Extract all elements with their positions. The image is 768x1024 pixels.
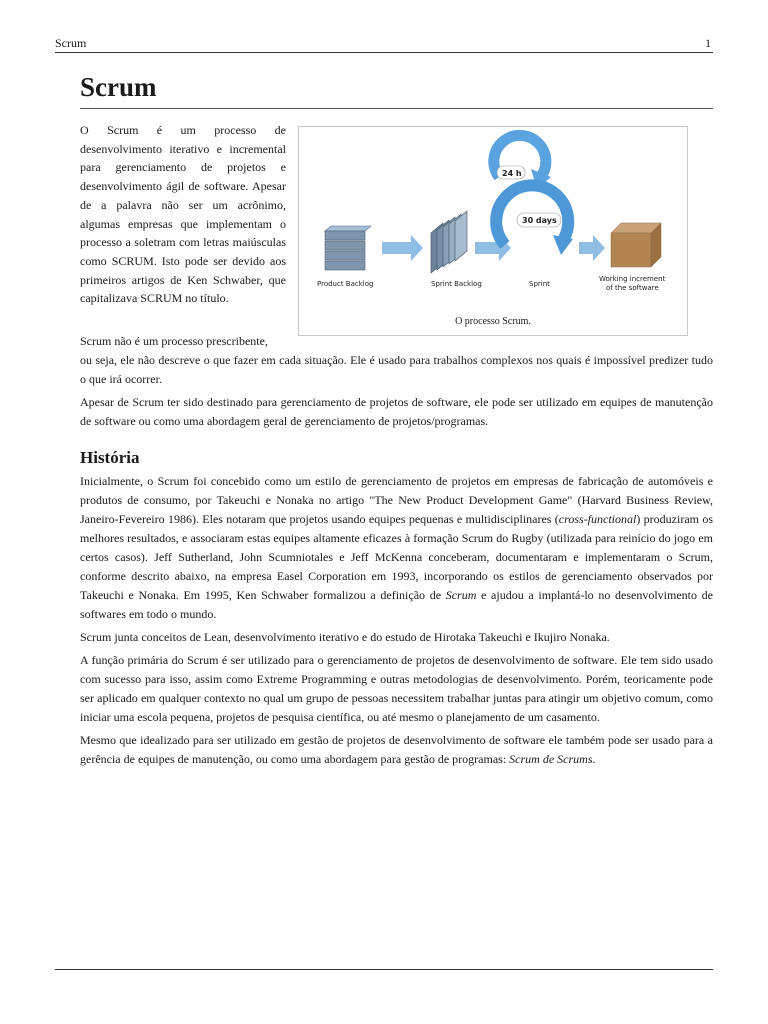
history-paragraph-4: Mesmo que idealizado para ser utilizado em gestão de projetos de desenvolvimento de software ele também pode ser usado para a gerência de equipes de manutenção, ou como uma abordagem para gestão de programas: Scrum de Scrums. (80, 733, 713, 766)
intro-column (80, 121, 286, 308)
history-section (80, 448, 713, 773)
label-24h: 24 h (502, 169, 522, 178)
scrum-diagram (299, 127, 687, 335)
label-of-the-software: of the software (606, 284, 659, 292)
history-paragraph-2: Scrum junta conceitos de Lean, desenvolvimento iterativo e do estudo de Hirotaka Takeuchi e Ikujiro Nonaka. (80, 630, 610, 644)
label-working-increment: Working increment (599, 275, 666, 283)
label-sprint-backlog: Sprint Backlog (431, 280, 482, 288)
intro-paragraph: O Scrum é um processo de desenvolvimento iterativo e incremental para gerenciamento de projetos e desenvolvimento ágil de software. Apesar de a palavra não ser um acrônimo, algumas empresas que implementam o processo a soletram com letras maiúsculas como SCRUM. Isto pode ser devido aos primeiros artigos de Ken Schwaber, que capitalizava SCRUM no título. (80, 123, 286, 306)
label-30-days: 30 days (522, 216, 557, 225)
page-title: Scrum (80, 72, 713, 109)
footer-rule (55, 969, 713, 970)
history-paragraph-1: Inicialmente, o Scrum foi concebido como um estilo de gerenciamento de projetos em empresas de fabricação de automóveis e produtos de consumo, por Takeuchi e Nonaka no artigo "The New Product Development Game" (Harvard Business Review, Janeiro-Fevereiro 1986). Eles notaram que projetos usando equipes pequenas e multidisciplinares (cross-functional) produziram os melhores resultados, e associaram estas equipes altamente eficazes à formação Scrum do Rugby (utilizada para reinício do jogo em certos casos). Jeff Sutherland, John Scumniotales e Jeff McKenna conceberam, documentaram e implementaram o Scrum, conforme descrito abaixo, na empresa Easel Corporation em 1993, incorporando os estilos de gerenciamento observados por Takeuchi e Nonaka. Em 1995, Ken Schwaber formalizou a definição de Scrum e ajudou a implantá-lo no desenvolvimento de softwares em todo o mundo. (80, 474, 713, 621)
arrow-1 (382, 235, 423, 261)
software-box (611, 223, 661, 267)
page-number: 1 (705, 36, 711, 50)
intro-continued-block (80, 332, 713, 435)
history-paragraph-3: A função primária do Scrum é ser utilizado para o gerenciamento de projetos de desenvolvimento de software. Ele tem sido usado com sucesso para isso, assim como Extreme Programming e outras metodologias de desenvolvimento. Porém, teoricamente pode ser aplicado em qualquer contexto no qual um grupo de pessoas necessitem trabalhar juntas para atingir um objetivo comum, como iniciar uma escola pequena, projetos de pesquisa científica, ou até mesmo o planejamento de um casamento. (80, 653, 713, 724)
product-backlog-stack (325, 226, 371, 270)
history-heading: História (80, 448, 140, 467)
scrum-process-figure (298, 126, 688, 336)
figure-caption: O processo Scrum. (455, 316, 531, 327)
label-product-backlog: Product Backlog (317, 280, 374, 288)
arrow-3 (579, 235, 605, 261)
header-title: Scrum (55, 36, 87, 50)
sprint-cycle (494, 135, 573, 255)
running-header (55, 36, 713, 53)
paragraph-2: Apesar de Scrum ter sido destinado para gerenciamento de projetos de software, ele pode ser utilizado em equipes de manutenção de software ou como uma abordagem geral de gerenciamento de projetos/programas. (80, 395, 713, 428)
label-sprint: Sprint (529, 280, 550, 288)
intro-continued-paragraph: ou seja, ele não descreve o que fazer em cada situação. Ele é usado para trabalhos complexos nos quais é impossível predizer tudo o que irá ocorrer. (80, 353, 713, 386)
intro-continued-line1: Scrum não é um processo prescribente, (80, 334, 268, 348)
sprint-backlog-stack (431, 211, 467, 273)
